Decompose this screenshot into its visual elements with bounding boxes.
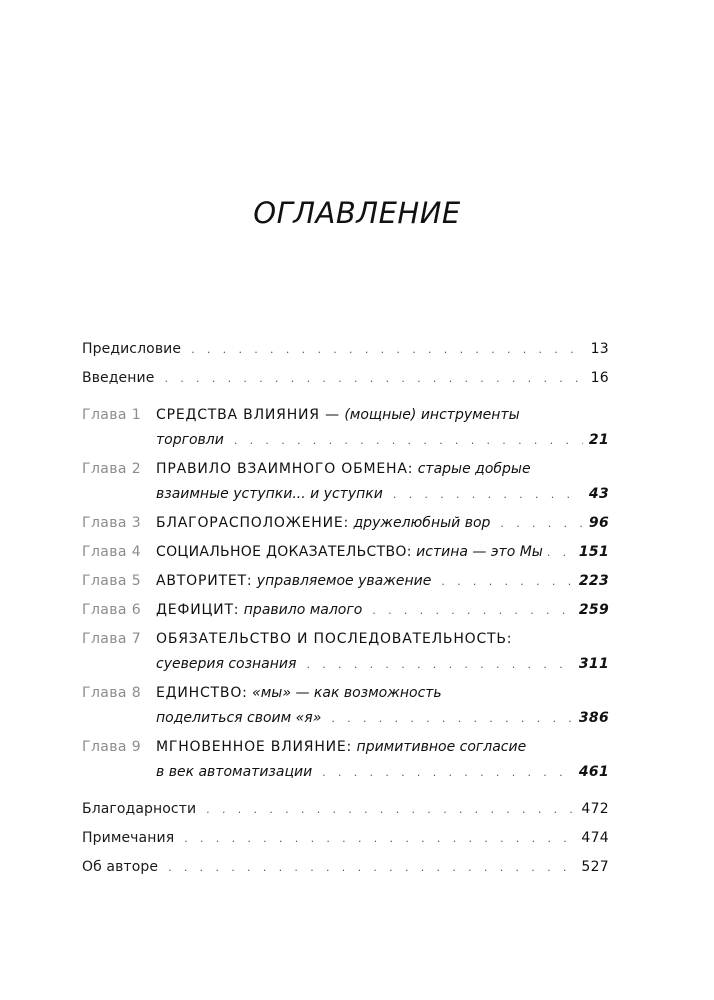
entry-label: Примечания	[82, 830, 175, 846]
dot-leader	[184, 826, 575, 851]
toc-entry-chapter-9[interactable]	[82, 735, 609, 785]
dot-leader	[191, 337, 584, 362]
chapter-number: Глава 2	[82, 461, 142, 477]
dot-leader	[393, 482, 583, 507]
chapter-subtitle: (мощные) инструменты	[339, 407, 520, 423]
dot-leader	[322, 760, 573, 785]
page-number: 311	[578, 656, 609, 672]
page-number: 96	[588, 515, 609, 531]
chapter-subtitle: правило малого	[239, 602, 363, 618]
dot-leader	[234, 428, 583, 453]
dot-leader	[206, 797, 575, 822]
page-number: 472	[581, 801, 609, 817]
chapter-title: МГНОВЕННОЕ ВЛИЯНИЕ:	[156, 739, 353, 755]
chapter-number: Глава 1	[82, 407, 142, 423]
chapter-title: ДЕФИЦИТ:	[156, 602, 240, 618]
page-number: 13	[590, 341, 609, 357]
chapter-title: АВТОРИТЕТ:	[156, 573, 253, 589]
page-number: 43	[588, 486, 609, 502]
chapter-subtitle-cont: поделиться своим «я»	[156, 710, 322, 726]
dot-leader	[306, 652, 572, 677]
toc-entry-acknowledgments[interactable]	[82, 797, 609, 822]
chapter-title: ЕДИНСТВО:	[156, 685, 248, 701]
dot-leader	[547, 540, 573, 565]
entry-label: Предисловие	[82, 341, 182, 357]
toc-entry-about-author[interactable]	[82, 855, 609, 880]
dot-leader	[164, 366, 584, 391]
page-number: 223	[578, 573, 609, 589]
chapter-title: СРЕДСТВА ВЛИЯНИЯ —	[156, 407, 340, 423]
page-number: 386	[578, 710, 609, 726]
page-number: 16	[590, 370, 609, 386]
dot-leader	[372, 598, 573, 623]
chapter-title: СОЦИАЛЬНОЕ ДОКАЗАТЕЛЬСТВО:	[156, 544, 412, 560]
chapter-number: Глава 4	[82, 544, 142, 560]
toc-entry-chapter-1[interactable]	[82, 403, 609, 453]
chapter-title: ОБЯЗАТЕЛЬСТВО И ПОСЛЕДОВАТЕЛЬНОСТЬ:	[156, 631, 513, 647]
chapter-subtitle: «мы» — как возможность	[247, 685, 442, 701]
chapter-title: ПРАВИЛО ВЗАИМНОГО ОБМЕНА:	[156, 461, 414, 477]
dot-leader	[168, 855, 575, 880]
page-title: ОГЛАВЛЕНИЕ	[253, 196, 461, 230]
toc-entry-foreword[interactable]	[82, 337, 609, 362]
chapter-number: Глава 8	[82, 685, 142, 701]
chapter-number: Глава 5	[82, 573, 142, 589]
page-number: 151	[578, 544, 609, 560]
toc-entry-chapter-7[interactable]	[82, 627, 609, 677]
toc-entry-chapter-4[interactable]	[82, 540, 609, 565]
page-number: 527	[581, 859, 609, 875]
chapter-subtitle-cont: торговли	[156, 432, 224, 448]
dot-leader	[331, 706, 573, 731]
page-number: 21	[588, 432, 609, 448]
chapter-number: Глава 7	[82, 631, 142, 647]
table-of-contents	[82, 337, 609, 880]
toc-entry-chapter-5[interactable]	[82, 569, 609, 594]
toc-entry-introduction[interactable]	[82, 366, 609, 391]
toc-entry-chapter-3[interactable]	[82, 511, 609, 536]
chapter-title: БЛАГОРАСПОЛОЖЕНИЕ:	[156, 515, 350, 531]
chapter-subtitle: старые добрые	[413, 461, 531, 477]
chapter-subtitle: истина — это Мы	[411, 544, 543, 560]
chapter-subtitle: примитивное согласие	[352, 739, 527, 755]
chapter-subtitle: управляемое уважение	[252, 573, 432, 589]
toc-entry-notes[interactable]	[82, 826, 609, 851]
page-number: 474	[581, 830, 609, 846]
chapter-number: Глава 9	[82, 739, 142, 755]
chapter-subtitle-cont: суеверия сознания	[156, 656, 297, 672]
chapter-subtitle: дружелюбный вор	[349, 515, 491, 531]
toc-entry-chapter-6[interactable]	[82, 598, 609, 623]
chapter-subtitle-cont: взаимные уступки... и уступки	[156, 486, 383, 502]
chapter-number: Глава 6	[82, 602, 142, 618]
dot-leader	[500, 511, 583, 536]
chapter-subtitle-cont: в век автоматизации	[156, 764, 313, 780]
entry-label: Об авторе	[82, 859, 159, 875]
toc-entry-chapter-2[interactable]	[82, 457, 609, 507]
page-number: 461	[578, 764, 609, 780]
entry-label: Благодарности	[82, 801, 197, 817]
toc-entry-chapter-8[interactable]	[82, 681, 609, 731]
entry-label: Введение	[82, 370, 155, 386]
dot-leader	[441, 569, 573, 594]
page-number: 259	[578, 602, 609, 618]
chapter-number: Глава 3	[82, 515, 142, 531]
